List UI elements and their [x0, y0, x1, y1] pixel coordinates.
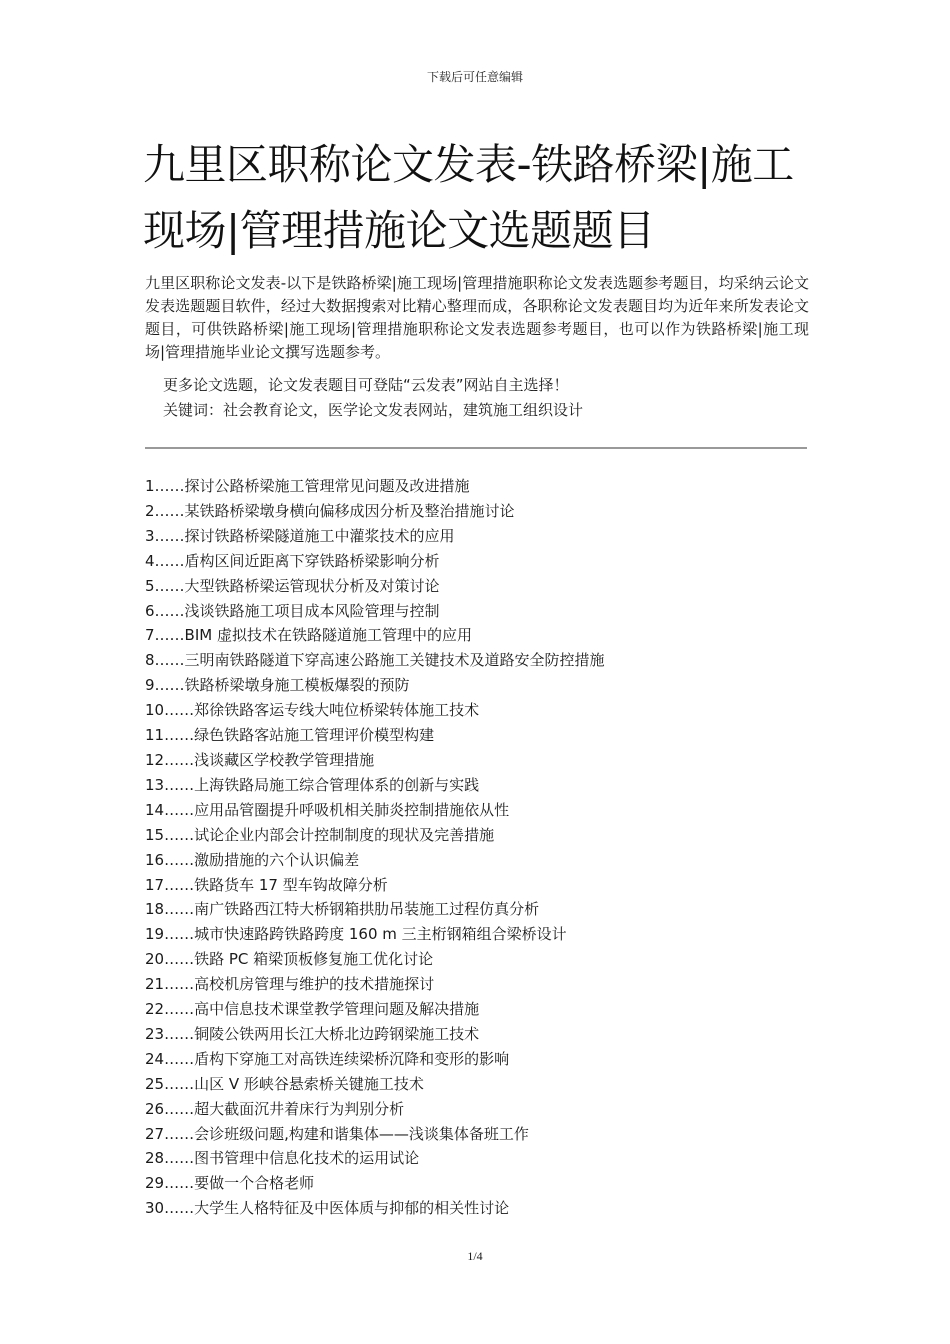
topic-item: 26……超大截面沉井着床行为判别分析 — [145, 1099, 405, 1118]
topic-item: 5……大型铁路桥梁运管现状分析及对策讨论 — [145, 576, 440, 595]
topic-item: 12……浅谈藏区学校教学管理措施 — [145, 750, 375, 769]
keywords-line: 关键词：社会教育论文，医学论文发表网站，建筑施工组织设计 — [163, 401, 584, 419]
horizontal-divider — [145, 447, 807, 449]
topic-item: 20……铁路 PC 箱梁顶板修复施工优化讨论 — [145, 950, 434, 969]
topic-item: 18……南广铁路西江特大桥钢箱拱肋吊装施工过程仿真分析 — [145, 900, 540, 919]
topic-item: 17……铁路货车 17 型车钩故障分析 — [145, 875, 388, 894]
page-number: 1/4 — [467, 1249, 483, 1263]
topic-item: 10……郑徐铁路客运专线大吨位桥梁转体施工技术 — [145, 701, 480, 720]
topic-item: 2……某铁路桥梁墩身横向偏移成因分析及整治措施讨论 — [145, 501, 515, 520]
document-title: 九里区职称论文发表-铁路桥梁|施工现场|管理措施论文选题题目 — [143, 140, 794, 255]
topic-item: 19……城市快速路跨铁路跨度 160 m 三主桁钢箱组合梁桥设计 — [145, 925, 567, 944]
page-header-note: 下载后可任意编辑 — [426, 70, 523, 84]
topic-item: 28……图书管理中信息化技术的运用试论 — [145, 1149, 420, 1168]
more-topics-line: 更多论文选题，论文发表题目可登陆“云发表”网站自主选择！ — [163, 376, 569, 394]
topic-item: 3……探讨铁路桥梁隧道施工中灌浆技术的应用 — [145, 526, 455, 545]
topic-item: 7……BIM 虚拟技术在铁路隧道施工管理中的应用 — [145, 626, 472, 645]
topic-item: 13……上海铁路局施工综合管理体系的创新与实践 — [145, 775, 480, 794]
topic-item: 29……要做一个合格老师 — [145, 1174, 315, 1193]
topic-list — [145, 474, 809, 1221]
topic-item: 23……铜陵公铁两用长江大桥北边跨钢梁施工技术 — [145, 1024, 480, 1043]
topic-item: 14……应用品管圈提升呼吸机相关肺炎控制措施依从性 — [145, 800, 510, 819]
topic-item: 15……试论企业内部会计控制制度的现状及完善措施 — [145, 825, 495, 844]
topic-item: 1……探讨公路桥梁施工管理常见问题及改进措施 — [145, 477, 470, 495]
topic-item: 27……会诊班级问题,构建和谐集体——浅谈集体备班工作 — [145, 1124, 529, 1143]
topic-item: 22……高中信息技术课堂教学管理问题及解决措施 — [145, 1000, 480, 1019]
topic-item: 6……浅谈铁路施工项目成本风险管理与控制 — [145, 601, 440, 620]
topic-item: 25……山区 V 形峡谷悬索桥关键施工技术 — [145, 1074, 424, 1093]
topic-item: 24……盾构下穿施工对高铁连续梁桥沉降和变形的影响 — [145, 1049, 510, 1068]
topic-item: 4……盾构区间近距离下穿铁路桥梁影响分析 — [145, 551, 440, 570]
intro-paragraph: 九里区职称论文发表-以下是铁路桥梁|施工现场|管理措施职称论文发表选题参考题目，均采纳云论文发表选题题目软件，经过大数据搜索对比精心整理而成，各职称论文发表题目均为近年来所发表论文题目，可供铁路桥梁|施工现场|管理措施职称论文发表选题参考题目，也可以作为铁路桥梁|施工现场|管理措施毕业论文撰写选题参考。 — [145, 274, 809, 361]
topic-item: 9……铁路桥梁墩身施工模板爆裂的预防 — [145, 676, 410, 695]
topic-item: 11……绿色铁路客站施工管理评价模型构建 — [145, 726, 435, 745]
topic-item: 21……高校机房管理与维护的技术措施探讨 — [145, 975, 435, 994]
topic-item: 8……三明南铁路隧道下穿高速公路施工关键技术及道路安全防控措施 — [145, 651, 605, 670]
topic-item: 30……大学生人格特征及中医体质与抑郁的相关性讨论 — [145, 1199, 510, 1218]
topic-item: 16……激励措施的六个认识偏差 — [145, 850, 360, 869]
